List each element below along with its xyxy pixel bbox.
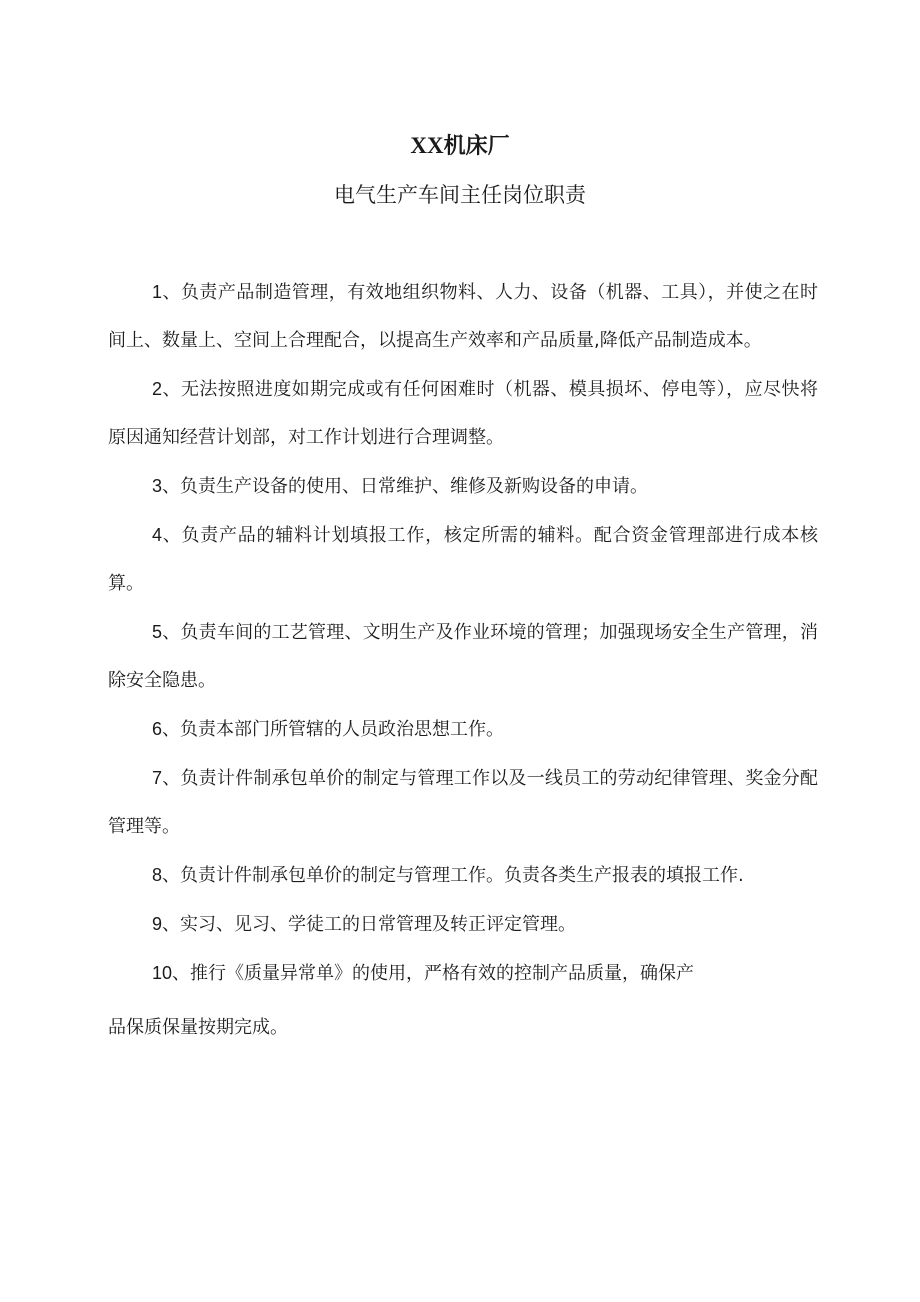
duty-number: 6: [152, 719, 163, 739]
duty-text: 、推行《质量异常单》的使用，严格有效的控制产品质量，确保产: [172, 963, 695, 984]
duty-text: 、负责本部门所管辖的人员政治思想工作。: [162, 719, 505, 740]
duties-list: [108, 268, 818, 1052]
duty-text: 、负责产品制造管理，有效地组织物料、人力、设备（机器、工具），并使之在时间上、数量上、空间上合理配合，以提高生产效率和产品质量,降低产品制造成本。: [108, 282, 818, 351]
duty-text: 、负责计件制承包单价的制定与管理工作。负责各类生产报表的填报工作.: [162, 865, 744, 886]
duty-number: 2: [152, 379, 163, 399]
duty-paragraph-7: [108, 754, 818, 851]
company-title-cjk: 机床厂: [443, 134, 510, 159]
duty-paragraph-6: [108, 705, 818, 754]
duty-text: 、无法按照进度如期完成或有任何困难时（机器、模具损坏、停电等），应尽快将原因通知经营计划部，对工作计划进行合理调整。: [108, 379, 818, 448]
duty-number: 3: [152, 476, 163, 496]
duty-number: 5: [152, 622, 163, 642]
duty-number: 9: [152, 914, 163, 934]
duty-text: 、负责生产设备的使用、日常维护、维修及新购设备的申请。: [162, 476, 649, 497]
duty-text: 、实习、见习、学徒工的日常管理及转正评定管理。: [162, 914, 577, 935]
duty-paragraph-3: [108, 462, 818, 511]
duty-text: 、负责车间的工艺管理、文明生产及作业环境的管理；加强现场安全生产管理，消除安全隐患。: [108, 622, 818, 691]
title-block: [0, 128, 920, 212]
duty-paragraph-10-continuation: 品保质保量按期完成。: [108, 1017, 288, 1038]
duty-paragraph-1: [108, 268, 818, 365]
duty-text: 、负责产品的辅料计划填报工作，核定所需的辅料。配合资金管理部进行成本核算。: [108, 525, 818, 594]
duty-number: 7: [152, 768, 163, 788]
duty-paragraph-5: [108, 608, 818, 705]
duty-number: 10: [152, 963, 173, 983]
duty-paragraph-2: [108, 365, 818, 462]
duty-paragraph-10: [108, 949, 818, 998]
duty-number: 4: [152, 525, 163, 545]
duty-number: 8: [152, 865, 163, 885]
duty-paragraph-8: [108, 851, 818, 900]
duty-paragraph-4: [108, 511, 818, 608]
duty-number: 1: [152, 282, 163, 302]
company-title: [0, 128, 920, 164]
duty-paragraph-9: [108, 900, 818, 949]
company-title-latin: XX: [410, 133, 444, 158]
duty-text: 、负责计件制承包单价的制定与管理工作以及一线员工的劳动纪律管理、奖金分配管理等。: [108, 768, 818, 837]
position-title: 电气生产车间主任岗位职责: [334, 183, 586, 207]
